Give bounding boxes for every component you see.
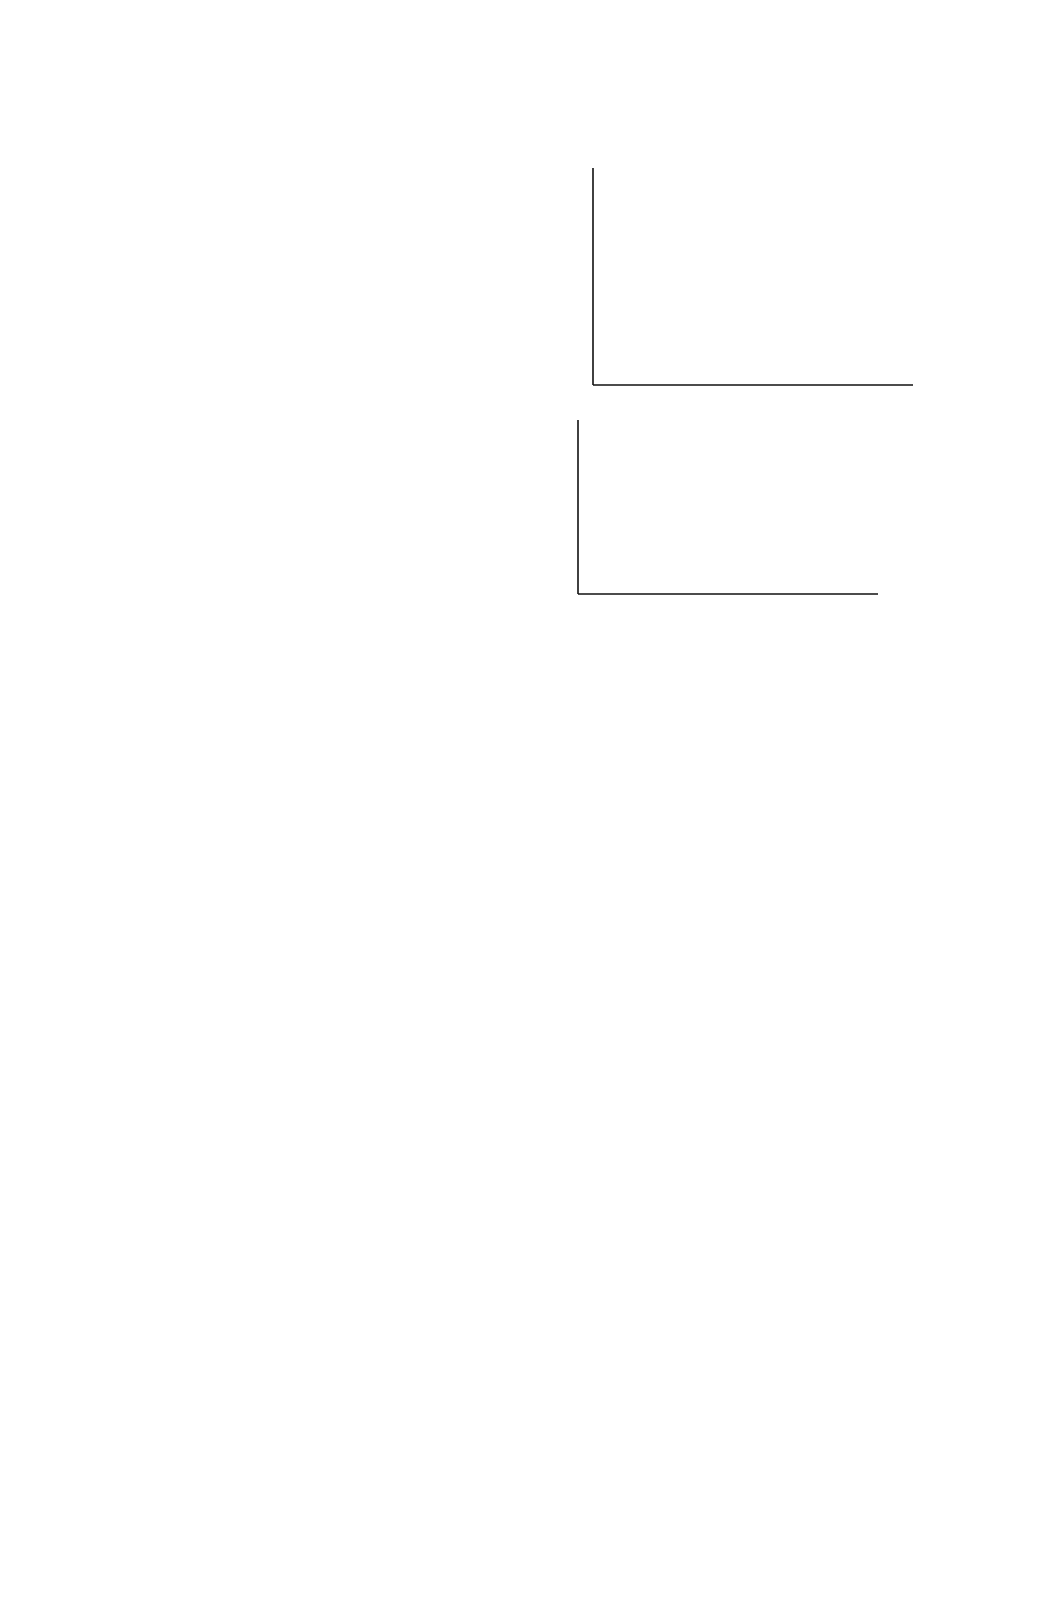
figure-7-31 <box>548 138 920 643</box>
figure-svg <box>548 138 920 643</box>
